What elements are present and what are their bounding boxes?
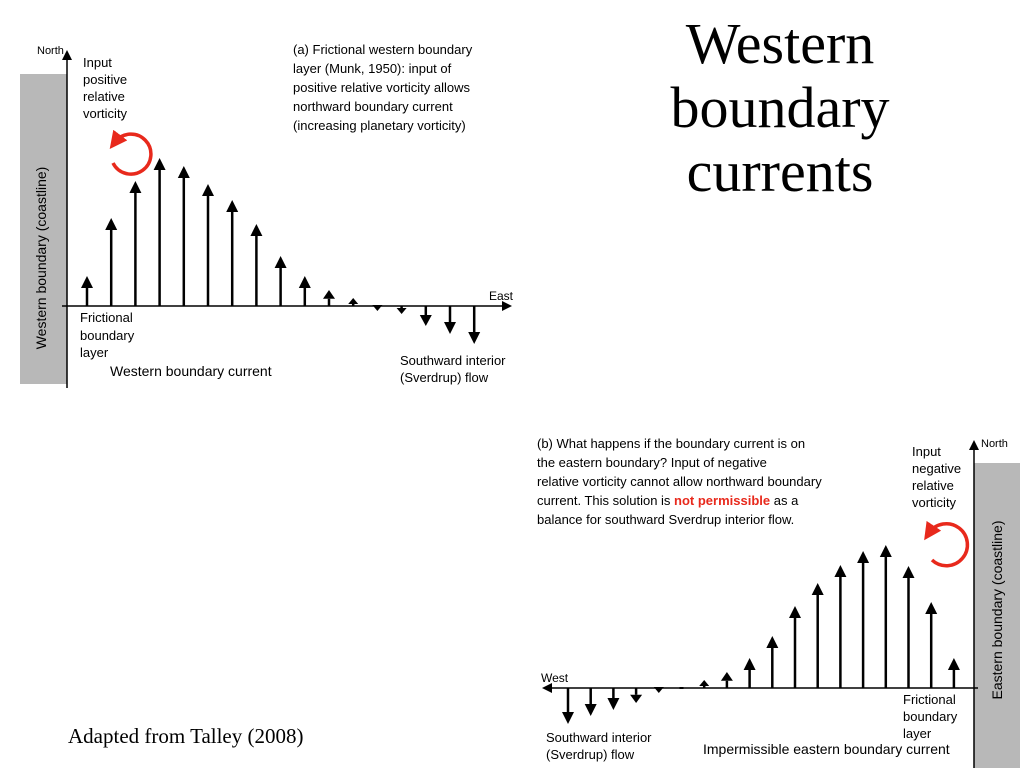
panel-a-velocity-arrow bbox=[250, 224, 262, 306]
title-line-1: Western bbox=[685, 11, 875, 76]
caption-b-line-4-end: as a bbox=[770, 493, 799, 508]
east-label-a: East bbox=[489, 289, 514, 303]
caption-b-line-5: balance for southward Sverdrup interior flow. bbox=[537, 512, 795, 527]
vorticity-label-b-line-2: negative bbox=[912, 461, 962, 476]
caption-a-line-2: layer (Munk, 1950): input of bbox=[293, 61, 452, 76]
panel-a-velocity-arrow bbox=[129, 181, 141, 306]
vorticity-label-a-line-1: Input bbox=[83, 55, 112, 70]
vorticity-label-a-line-3: relative bbox=[83, 89, 125, 104]
panel-b-velocity-arrow bbox=[834, 565, 846, 688]
panel-a-velocity-arrow bbox=[348, 298, 358, 306]
positive-vorticity-icon bbox=[113, 134, 151, 174]
caption-a-line-5: (increasing planetary vorticity) bbox=[293, 118, 466, 133]
panel-b-velocity-arrow bbox=[699, 680, 709, 688]
vorticity-label-a-line-4: vorticity bbox=[83, 106, 128, 121]
caption-b-line-4-start: current. This solution is bbox=[537, 493, 675, 508]
caption-b-line-3: relative vorticity cannot allow northward boundary bbox=[537, 474, 822, 489]
current-label-b: Impermissible eastern boundary current bbox=[703, 741, 950, 757]
panel-a bbox=[20, 42, 514, 388]
panel-a-velocity-arrow bbox=[178, 166, 190, 306]
eastern-coastline-label: Eastern boundary (coastline) bbox=[989, 520, 1005, 700]
frictional-label-b-line-2: boundary bbox=[903, 709, 958, 724]
velocity-arrows-b bbox=[562, 545, 960, 724]
interior-label-a bbox=[400, 353, 506, 385]
caption-a-line-1: (a) Frictional western boundary bbox=[293, 42, 473, 57]
panel-a-velocity-arrow bbox=[275, 256, 287, 306]
not-permissible-emphasis: not permissible bbox=[674, 493, 771, 508]
caption-b-line-4 bbox=[537, 493, 799, 508]
frictional-label-b-line-3: layer bbox=[903, 726, 932, 741]
panel-b-velocity-arrow bbox=[585, 688, 597, 716]
north-label-b: North bbox=[981, 438, 1008, 450]
vorticity-label-b-line-1: Input bbox=[912, 444, 941, 459]
vorticity-label-a-line-2: positive bbox=[83, 72, 128, 87]
panel-a-velocity-arrow bbox=[444, 306, 456, 334]
caption-a-line-4: northward boundary current bbox=[293, 99, 453, 114]
negative-vorticity-icon bbox=[929, 524, 967, 566]
panel-a-velocity-arrow bbox=[397, 306, 407, 314]
vorticity-label-b bbox=[912, 444, 961, 510]
frictional-label-a-line-1: Frictional bbox=[80, 310, 133, 325]
frictional-label-a bbox=[80, 310, 135, 360]
panel-a-velocity-arrow bbox=[81, 276, 93, 306]
panel-b-velocity-arrow bbox=[744, 658, 756, 688]
panel-b-velocity-arrow bbox=[948, 658, 960, 688]
caption-a-line-3: positive relative vorticity allows bbox=[293, 80, 471, 95]
caption-b-line-1: (b) What happens if the boundary current is on bbox=[537, 436, 806, 451]
interior-label-b-line-1: Southward interior bbox=[546, 730, 652, 745]
panel-b-velocity-arrow bbox=[630, 688, 642, 703]
panel-b bbox=[537, 436, 1020, 768]
frictional-label-b-line-1: Frictional bbox=[903, 692, 956, 707]
title-line-2: boundary bbox=[670, 75, 890, 140]
source-credit: Adapted from Talley (2008) bbox=[68, 724, 304, 748]
current-label-a: Western boundary current bbox=[110, 363, 272, 379]
panel-b-velocity-arrow bbox=[857, 551, 869, 688]
frictional-label-a-line-2: boundary bbox=[80, 328, 135, 343]
panel-b-velocity-arrow bbox=[721, 672, 733, 688]
panel-a-velocity-arrow bbox=[154, 158, 166, 306]
frictional-label-b bbox=[903, 692, 958, 741]
interior-label-b bbox=[546, 730, 652, 762]
panel-a-velocity-arrow bbox=[105, 218, 117, 306]
caption-a bbox=[293, 42, 473, 133]
panel-b-velocity-arrow bbox=[562, 688, 574, 724]
panel-a-velocity-arrow bbox=[420, 306, 432, 326]
panel-b-velocity-arrow bbox=[654, 687, 664, 693]
caption-b-line-2: the eastern boundary? Input of negative bbox=[537, 455, 767, 470]
panel-a-velocity-arrow bbox=[372, 305, 382, 311]
north-arrow-head-b bbox=[969, 440, 979, 450]
panel-b-velocity-arrow bbox=[789, 606, 801, 688]
panel-a-velocity-arrow bbox=[202, 184, 214, 306]
velocity-arrows-a bbox=[81, 158, 480, 344]
panel-b-velocity-arrow bbox=[925, 602, 937, 688]
interior-label-b-line-2: (Sverdrup) flow bbox=[546, 747, 635, 762]
caption-b bbox=[537, 436, 822, 527]
panel-a-velocity-arrow bbox=[299, 276, 311, 306]
vorticity-label-b-line-4: vorticity bbox=[912, 495, 957, 510]
panel-b-velocity-arrow bbox=[607, 688, 619, 710]
panel-b-velocity-arrow bbox=[903, 566, 915, 688]
panel-b-velocity-arrow bbox=[766, 636, 778, 688]
vorticity-label-b-line-3: relative bbox=[912, 478, 954, 493]
north-label-a: North bbox=[37, 45, 64, 57]
west-label-b: West bbox=[541, 671, 569, 685]
panel-a-velocity-arrow bbox=[226, 200, 238, 306]
panel-b-velocity-arrow bbox=[812, 583, 824, 688]
panel-b-velocity-arrow bbox=[880, 545, 892, 688]
frictional-label-a-line-3: layer bbox=[80, 345, 109, 360]
panel-a-velocity-arrow bbox=[468, 306, 480, 344]
title-line-3: currents bbox=[686, 139, 874, 204]
interior-label-a-line-2: (Sverdrup) flow bbox=[400, 370, 489, 385]
interior-label-a-line-1: Southward interior bbox=[400, 353, 506, 368]
vorticity-label-a bbox=[83, 55, 128, 121]
western-coastline-label: Western boundary (coastline) bbox=[33, 166, 49, 350]
panel-a-velocity-arrow bbox=[323, 290, 335, 306]
